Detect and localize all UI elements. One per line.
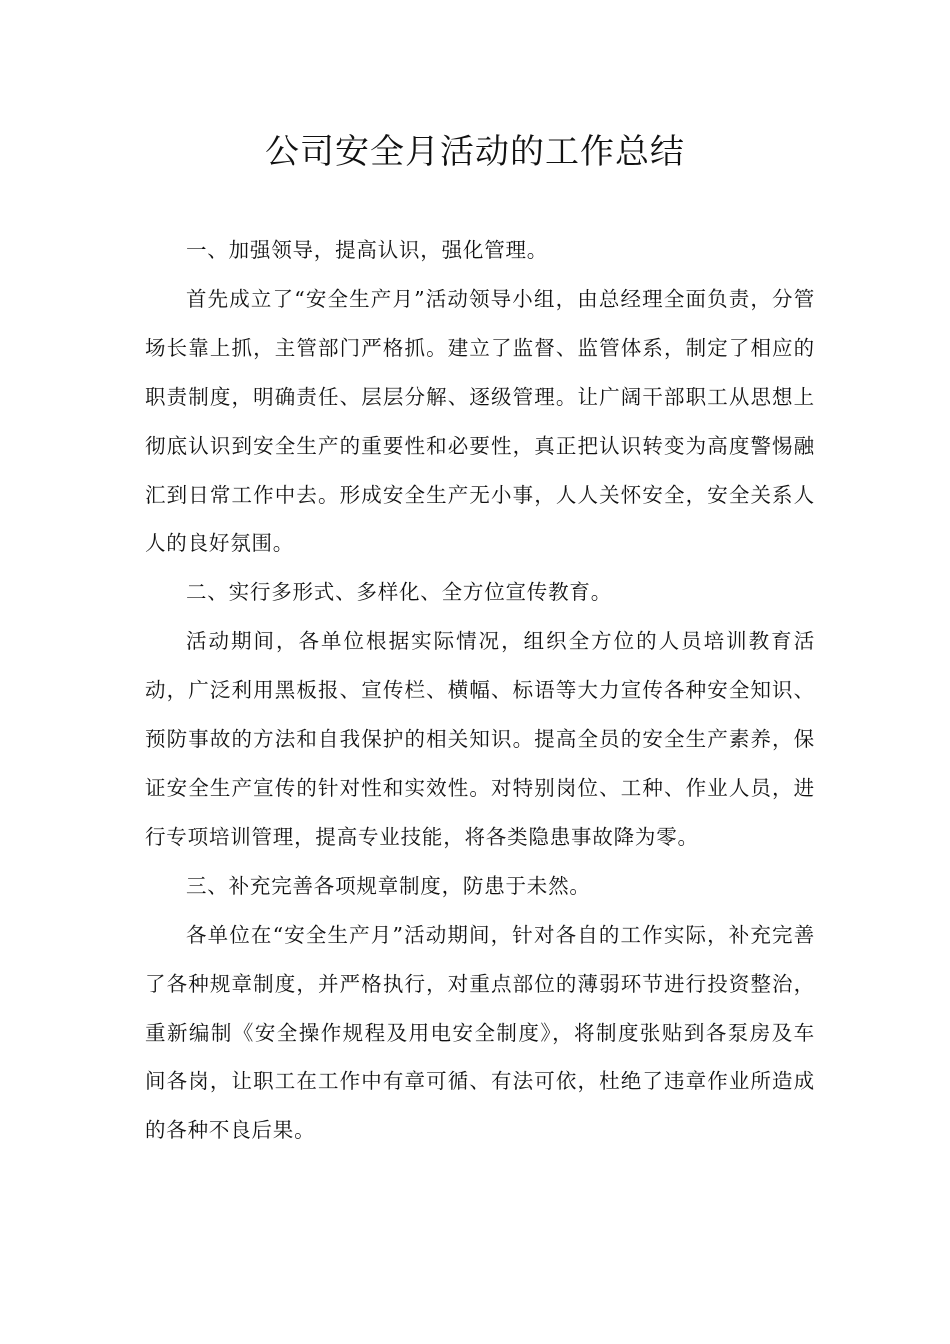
paragraph-1: 首先成立了“安全生产月”活动领导小组，由总经理全面负责，分管场长靠上抓，主管部门严格抓。建立了监督、监管体系，制定了相应的职责制度，明确责任、层层分解、逐级管理。让广阔干部职工从思想上彻底认识到安全生产的重要性和必要性，真正把认识转变为高度警惕融汇到日常工作中去。形成安全生产无小事，人人关怀安全，安全关系人人的良好氛围。 — [145, 286, 815, 556]
heading-3: 三、补充完善各项规章制度，防患于未然。 — [186, 873, 591, 898]
document-title: 公司安全月活动的工作总结 — [265, 132, 685, 172]
heading-1: 一、加强领导，提高认识，强化管理。 — [186, 238, 549, 262]
paragraph-2: 活动期间，各单位根据实际情况，组织全方位的人员培训教育活动，广泛利用黑板报、宣传栏、横幅、标语等大力宣传各种安全知识、预防事故的方法和自我保护的相关知识。提高全员的安全生产素养，保证安全生产宣传的针对性和实效性。对特别岗位、工种、作业人员，进行专项培训管理，提高专业技能，将各类隐患事故降为零。 — [145, 629, 815, 849]
paragraph-3: 各单位在“安全生产月”活动期间，针对各自的工作实际，补充完善了各种规章制度，并严格执行，对重点部位的薄弱环节进行投资整治，重新编制《安全操作规程及用电安全制度》，将制度张贴到各泵房及车间各岗，让职工在工作中有章可循、有法可依，杜绝了违章作业所造成的各种不良后果。 — [145, 922, 815, 1143]
document-body — [145, 226, 815, 1155]
heading-2: 二、实行多形式、多样化、全方位宣传教育。 — [186, 580, 612, 605]
